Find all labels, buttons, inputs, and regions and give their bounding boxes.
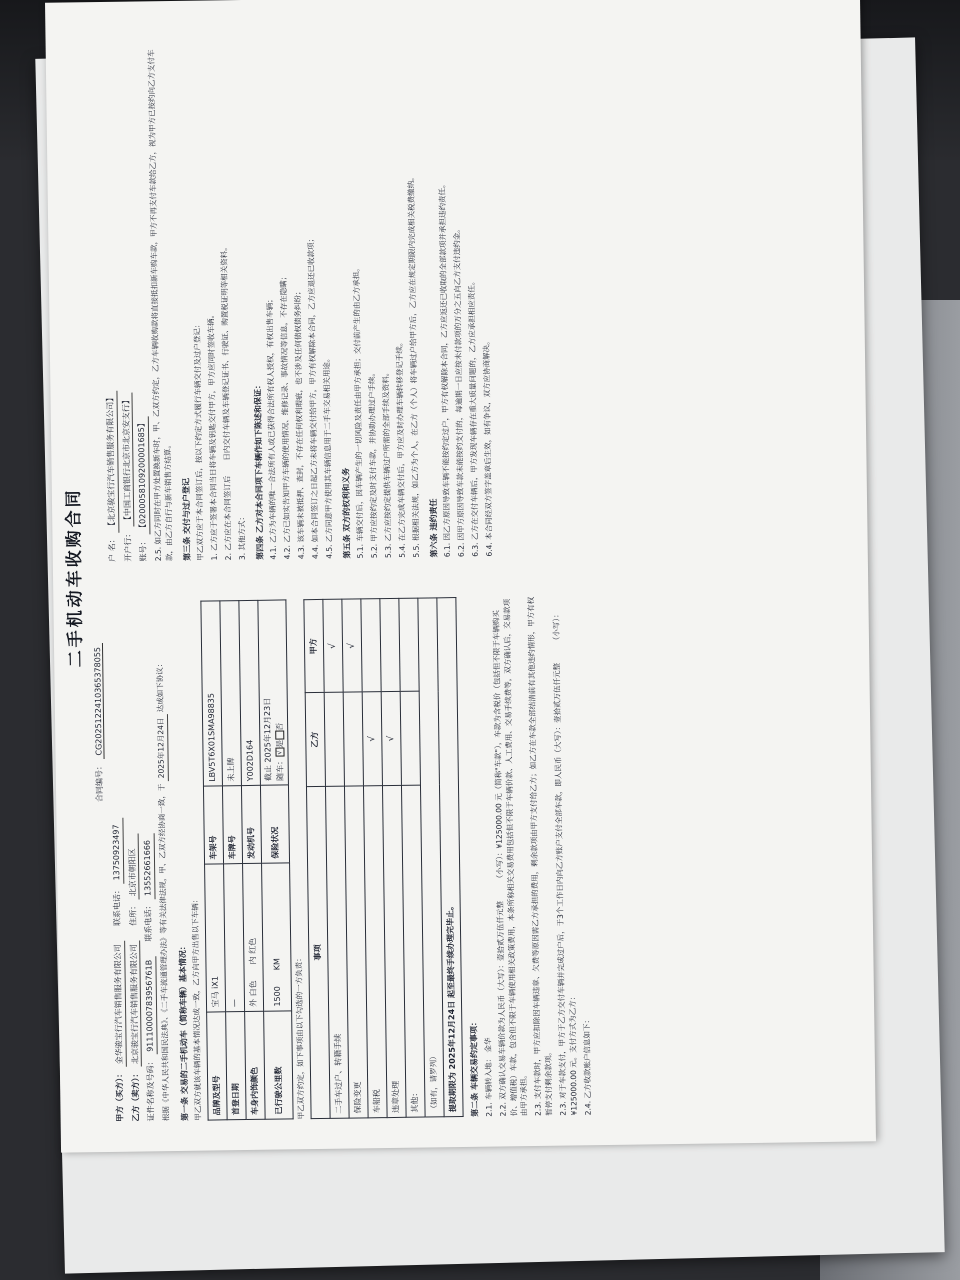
- clause-text: 5.3. 乙方应按约定提供车辆过户所需的全部手续及资料。: [381, 368, 393, 559]
- duty-party-b-check: √: [381, 692, 401, 786]
- checkbox-no: [275, 731, 284, 740]
- clause-text: 4.2. 乙方已如实告知甲方车辆的使用情况、维修记录、事故情况等信息，不存在隐瞒；: [278, 272, 292, 560]
- article-5-heading: 第五条 双方的权利和义务: [341, 467, 352, 559]
- duty-item: 保险变更: [345, 786, 369, 1119]
- party-b-phone-label: 联系电话：: [143, 901, 154, 942]
- duty-note: 甲乙双方约定，如下事项由以下勾选的一方负责：: [294, 954, 306, 1120]
- checkbox-yes-label: 是: [275, 739, 285, 748]
- duty-table: [304, 597, 464, 1119]
- vehicle-info-table: [200, 599, 293, 1120]
- clause-2-5: 2.5. 如乙方同时在甲方处置换新车时，甲、乙双方约定，乙方车辆收购款将直接抵扣新车购车款，甲方不再支付车款给乙方，视为甲方已按约向乙方支付车款，由乙方自行与新车销售方结算。: [146, 49, 174, 562]
- duty-item: 其他：: [402, 785, 426, 1118]
- duty-header-party-b: 乙方: [305, 693, 325, 787]
- left-column: [107, 595, 597, 1122]
- duty-header-item: 事项: [307, 786, 331, 1119]
- clause-text: 5.1. 车辆交付后，因车辆产生的一切风险及责任由甲方承担；交付前产生的由乙方承担。: [351, 264, 365, 559]
- vehicle-field-value: 宝马 iX1: [205, 864, 226, 1012]
- clause-text: 6.4. 本合同经双方签字盖章后生效，如有争议，双方应协商解决。: [481, 337, 494, 557]
- clause-text: 5.5. 根据相关法规，如乙方为个人，在乙方（个人）将车辆过户给甲方后，乙方应在规定期限内完成相关税费缴纳。: [406, 173, 421, 558]
- vehicle-field-label: 首登日期: [226, 1012, 247, 1120]
- bank-label: 开户行：: [122, 529, 133, 562]
- party-a-contact: 13750923497: [110, 817, 124, 883]
- article-2-heading: 第二条 车辆交易约定事项：: [469, 1017, 480, 1117]
- preamble-text: 根据《中华人民共和国民法典》、《二手车流通管理办法》等有关法律法规，甲、乙双方经协商一致，于: [156, 783, 171, 1122]
- duty-party-b-check: √: [362, 692, 382, 786]
- clause-text: 6.1. 因乙方原因导致车辆不能按约定过户，甲方有权解除本合同，乙方应返还已收取的全部款项并承担违约责任。: [437, 180, 452, 558]
- party-b-label: 乙方（卖方）：: [130, 1069, 141, 1122]
- party-b-address-label: 住所：: [128, 901, 138, 926]
- duty-party-a-check: [361, 599, 381, 693]
- vehicle-field-label: 发动机号: [242, 786, 262, 864]
- vehicle-field-value: LBV5T6X01SMA98835: [201, 601, 223, 787]
- duty-header-party-a: 甲方: [304, 599, 324, 693]
- duty-party-a-check: √: [342, 599, 362, 693]
- contract-number-label: 合同编号：: [94, 761, 105, 803]
- account-number: 【0200058109200001685】: [136, 416, 150, 535]
- right-column: [100, 37, 499, 562]
- duty-item: 违章处理: [383, 785, 407, 1118]
- vehicle-field-value: —: [224, 864, 245, 1012]
- duty-party-b-check: [324, 693, 344, 787]
- article-3-items: [189, 40, 249, 561]
- insurance-follow-label: 随车：: [275, 756, 285, 781]
- party-a-label: 甲方（买方）：: [114, 1069, 125, 1122]
- duty-deadline: 提取期限为 2025年12月24日 起至最终手续办理完毕止。: [437, 598, 463, 1117]
- article-2-clause: 2.3. 支付车款时，甲方应扣除因车辆违章、欠费等原因需乙方承担的费用，剩余款项由甲方支付给乙方；如乙方在车款全部结清前有其他违约情形，甲方有权暂停支付剩余款项。: [526, 596, 554, 1117]
- account-name-label: 户 名：: [107, 535, 117, 562]
- vehicle-row: [258, 600, 293, 1119]
- clause-text: 1. 乙方应于签署本合同当日将车辆及钥匙交付甲方，甲方应同时签收车辆。: [206, 310, 219, 561]
- clause-text: 5.2. 甲方应按约定及时支付车款，并协助办理过户手续。: [367, 368, 379, 559]
- preamble-tail: 达成如下协议：: [154, 659, 165, 713]
- article-6-heading: 第六条 违约责任: [428, 498, 439, 558]
- duty-party-a-check: [399, 598, 419, 692]
- clause-text: 4.4. 如本合同签订之日起乙方未将车辆交付给甲方，甲方有权解除本合同，乙方应退还已收款项；: [306, 234, 320, 560]
- party-b-phone: 13552661666: [142, 833, 156, 899]
- checkbox-yes: √: [275, 748, 284, 757]
- vehicle-field-value: 1500 KM: [262, 863, 292, 1011]
- duty-footer: （如有，请罗列）: [418, 598, 444, 1117]
- vehicle-field-label: 车架号: [204, 786, 224, 864]
- article-6-items: [436, 37, 496, 558]
- bank-name: 【中国工商银行北京市北京安支行】: [120, 393, 134, 527]
- article-1-heading: 第一条 交易的二手机动车（简称车辆）基本情况：: [177, 942, 190, 1121]
- vehicle-field-label: 已行驶公里数: [264, 1011, 294, 1119]
- party-b-id: 91110000783956761B: [144, 957, 158, 1055]
- contract-number-value: CG2025122410365378055: [93, 643, 105, 760]
- article-5-items: [349, 38, 423, 559]
- clause-text: 2. 乙方应在本合同签订后 日内交付车辆及车辆登记证书、行驶证、购置税证明等相关资料。: [219, 243, 233, 561]
- article-1-intro: 甲乙双方就该车辆的基本情况达成一致，乙方向甲方出售以下车辆：: [190, 895, 203, 1121]
- article-4-items: [262, 39, 336, 560]
- article-2-clause: 2.1. 车辆转入地： 金华: [483, 1037, 494, 1117]
- vehicle-field-label: 保险状况: [261, 785, 290, 863]
- clause-text: 6.3. 乙方在交付车辆后，甲方发现车辆存在重大质量问题的，乙方应承担相应责任。: [466, 277, 480, 557]
- clause-text: 6.2. 因甲方原因导致车款未能按约支付的，每逾期一日应按未付款项的万分之五向乙方支付违约金。: [452, 225, 466, 558]
- clause-text: 5.4. 在乙方完成车辆交付后，甲方应及时办理车辆转移登记手续。: [394, 338, 407, 558]
- clause-text: 甲乙双方应于本合同签订后，按以下约定方式履行车辆交付及过户登记：: [192, 320, 205, 561]
- vehicle-field-value: 未上牌: [220, 601, 242, 787]
- party-a-name: 金华骏宝行汽车销售服务有限公司: [112, 941, 126, 1067]
- account-name: 【北京骏宝行汽车销售服务有限公司】: [104, 391, 119, 533]
- article-3-heading: 第三条 交付与过户登记: [181, 477, 192, 561]
- vehicle-field-value: 截止 2025年12月23日 随车：√是否: [258, 600, 289, 786]
- party-b-address: 北京市朝阳区: [126, 833, 140, 899]
- account-label: 账号：: [138, 537, 149, 562]
- article-2-clause: 2.2. 双方确认交易车辆价款为人民币（大写）：壹拾贰万伍仟元整 （小写）：¥125000.00 元（简称"车款"），车款为含税价（包括但不限于车辆购买价、增值税）车款，包含但不限于车辆使用相关政策费用，本条所称相关交易费用包括但不限于车辆价款、人工费用、交易手续费等，双方确认后，交易款项由甲方承担。: [491, 598, 530, 1117]
- vehicle-field-value: Y002D164: [239, 600, 261, 786]
- article-2-items: [477, 595, 594, 1116]
- party-b-id-label: 证件名称及号码：: [145, 1057, 156, 1122]
- checkbox-no-label: 否: [274, 722, 284, 731]
- clause-text: 4.1. 乙方为车辆的唯一合法所有人或已获得合法所有权人授权，有权出售车辆；: [265, 295, 279, 560]
- vehicle-field-label: 车身内饰颜色: [245, 1011, 266, 1119]
- duty-party-b-check: [400, 691, 420, 785]
- party-b-name: 北京骏宝行汽车销售服务有限公司: [128, 941, 142, 1067]
- vehicle-field-value: 外 白色 内 红色: [243, 863, 264, 1011]
- contract-number: [92, 643, 106, 802]
- document-title: 二手机动车收购合同: [63, 487, 87, 668]
- article-2-clause: 2.4. 乙方收款账户信息如下：: [581, 1016, 593, 1116]
- party-a-contact-label: 联系电话：: [112, 885, 122, 927]
- duty-item: 二手车过户、转籍手续: [326, 786, 350, 1119]
- duty-party-a-check: √: [323, 599, 343, 693]
- article-2-clause: 2.3. 对于车款支付，甲方于乙方交付车辆并完成过户后，于3个工作日内向乙方账户支付全部车款，即人民币（大写）：壹拾贰万伍仟元整 （小写）：¥125000.00 元。支付方式为乙方：: [551, 610, 579, 1116]
- clause-text: 4.3. 该车辆未被抵押、查封，不存在任何权利瑕疵，也不涉及任何债权债务纠纷；: [292, 287, 306, 560]
- duty-party-b-check: [343, 692, 363, 786]
- clause-text: 4.5. 乙方同意甲方使用其车辆信息用于二手车交易相关用途。: [321, 354, 334, 559]
- duty-item: 车船税: [364, 785, 388, 1118]
- vehicle-field-label: 品牌及型号: [207, 1012, 228, 1120]
- contract-document: [45, 0, 876, 1153]
- article-4-heading: 第四条 乙方对本合同项下车辆作如下陈述和保证：: [252, 380, 265, 560]
- clause-text: 3. 其他方式：: [236, 512, 247, 561]
- preamble-date: 2025年12月24日: [156, 715, 169, 782]
- duty-party-a-check: [380, 598, 400, 692]
- vehicle-field-label: 车牌号: [223, 786, 243, 864]
